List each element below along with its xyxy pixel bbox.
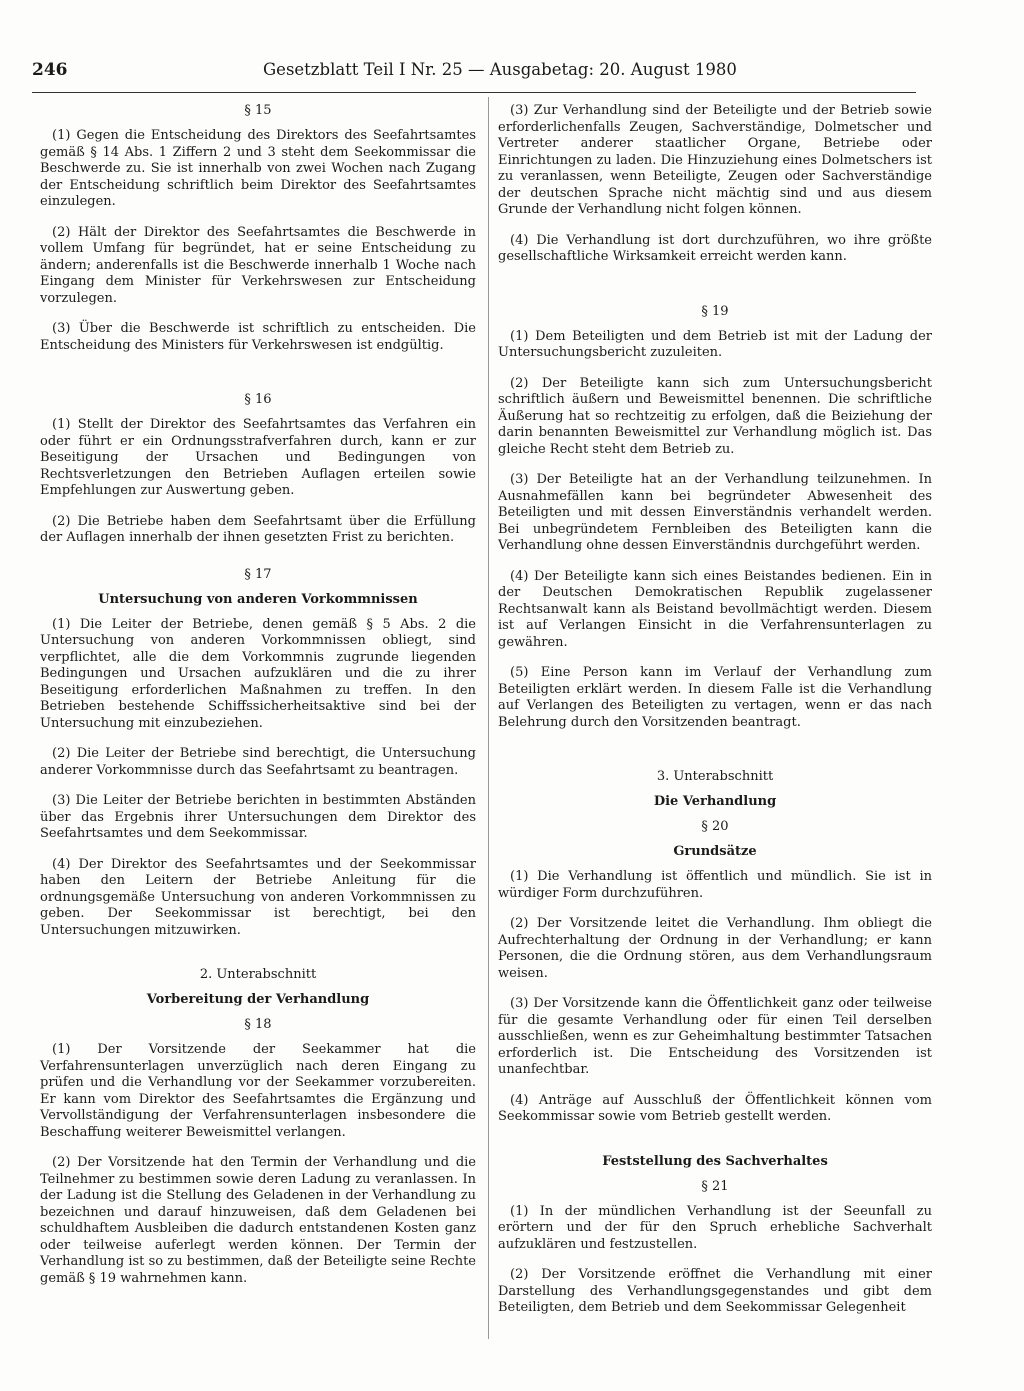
paragraph: (3) Der Beteiligte hat an der Verhandlung teilzunehmen. In Ausnahmefällen kann bei begründeter Abwesenheit des Beteiligten und mit dessen Einverständnis verhandelt werden. Bei unbegründetem Fernbleiben des Beteiligten kann die Verhandlung ohne dessen Einverständnis durchgeführt werden. [498, 472, 932, 553]
subsection-label: 3. Unterabschnitt [656, 769, 774, 784]
paragraph: (5) Eine Person kann im Verlauf der Verhandlung zum Beteiligten erklärt werden. In diesem Falle ist die Verhandlung auf Verlangen des Beteiligten zu vertagen, wenn er das nach Belehrung durch den Vorsitzenden beantragt. [498, 665, 932, 730]
subsection-label: 2. Unterabschnitt [199, 967, 317, 982]
paragraph: (4) Die Verhandlung ist dort durchzuführen, wo ihre größte gesellschaftliche Wirksamkeit erreicht werden kann. [498, 232, 932, 264]
paragraph: (2) Der Vorsitzende hat den Termin der Verhandlung und die Teilnehmer zu bestimmen sowie deren Ladung zu veranlassen. In der Ladung ist die Stellung des Geladenen in der Verhandlung zu bezeichnen und darauf hinzuweisen, daß dem Geladenen bei schuldhaftem Ausbleiben die dadurch entstandenen Kosten ganz oder teilweise auferlegt werden können. Der Termin der Verhandlung ist so zu bestimmen, daß der Beteiligte seine Rechte gemäß § 19 wahrnehmen kann. [40, 1155, 476, 1286]
paragraph: (1) Die Leiter der Betriebe, denen gemäß § 5 Abs. 2 die Untersuchung von anderen Vorkommnissen obliegt, sind verpflichtet, alle die dem Vorkommnis zugrunde liegenden Bedingungen und Ursachen aufzuklären und die zu ihrer Beseitigung erforderlichen Maßnahmen zu treffen. In den Betrieben bestehende Schiffssicherheitsaktive sind bei der Untersuchung mit einzubeziehen. [40, 616, 476, 731]
paragraph: (4) Anträge auf Ausschluß der Öffentlichkeit können vom Seekommissar sowie vom Betrieb gestellt werden. [498, 1092, 932, 1124]
paragraph: (1) Die Verhandlung ist öffentlich und mündlich. Sie ist in würdiger Form durchzuführen. [498, 869, 932, 901]
paragraph: (2) Die Betriebe haben dem Seefahrtsamt über die Erfüllung der Auflagen innerhalb der ihnen gesetzten Frist zu berichten. [40, 513, 476, 545]
paragraph: (3) Der Vorsitzende kann die Öffentlichkeit ganz oder teilweise für die gesamte Verhandlung oder für einen Teil derselben ausschließen, wenn es zur Geheimhaltung bestimmter Tatsachen erforderlich ist. Die Entscheidung des Vorsitzenden ist unanfechtbar. [498, 996, 932, 1077]
paragraph: (2) Die Leiter der Betriebe sind berechtigt, die Untersuchung anderer Vorkommnisse durch das Seefahrtsamt zu beantragen. [40, 746, 476, 778]
section-title: § 21 [701, 1178, 729, 1194]
paragraph: (1) Dem Beteiligten und dem Betrieb ist mit der Ladung der Untersuchungsbericht zuzuleiten. [498, 328, 932, 360]
section-title: § 16 [244, 392, 272, 407]
paragraph: (3) Die Leiter der Betriebe berichten in bestimmten Abständen über das Ergebnis ihrer Untersuchungen dem Direktor des Seefahrtsamtes und dem Seekommissar. [40, 793, 476, 841]
section-title: § 19 [701, 303, 729, 319]
paragraph: (1) In der mündlichen Verhandlung ist der Seeunfall zu erörtern und der für den Spruch erhebliche Sachverhalt aufzuklären und festzustellen. [498, 1203, 932, 1252]
column-divider [488, 97, 489, 1339]
section-title: § 17 [244, 566, 272, 582]
page-number: 246 [32, 60, 68, 80]
paragraph: (1) Der Vorsitzende der Seekammer hat die Verfahrensunterlagen unverzüglich nach deren Eingang zu prüfen und die Verhandlung vor der Seekammer vorzubereiten. Er kann vom Direktor des Seefahrtsamtes die Ergänzung und Vervollständigung der Verfahrensunterlagen insbesondere die Beschaffung weiterer Beweismittel verlangen. [40, 1042, 476, 1140]
section-title: § 15 [244, 103, 272, 118]
section-title: § 18 [244, 1017, 272, 1032]
paragraph: (2) Der Vorsitzende eröffnet die Verhandlung mit einer Darstellung des Verhandlungsgegenstandes und gibt dem Beteiligten, dem Betrieb und dem Seekommissar Gelegenheit [498, 1267, 932, 1315]
paragraph: (1) Stellt der Direktor des Seefahrtsamtes das Verfahren ein oder führt er ein Ordnungsstrafverfahren durch, kann er zur Beseitigung der Ursachen und Bedingungen von Rechtsverletzungen den Betrieben Auflagen erteilen sowie Empfehlungen zur Auswertung geben. [40, 417, 476, 498]
paragraph: (3) Zur Verhandlung sind der Beteiligte und der Betrieb sowie erforderlichenfalls Zeugen, Sachverständige, Dolmetscher und Vertreter anderer staatlicher Organe, Betriebe oder Einrichtungen zu laden. Die Hinzuziehung eines Dolmetschers ist zu veranlassen, wenn Beteiligte, Zeugen oder Sachverständige der deutschen Sprache nicht mächtig sind und aus diesem Grunde der Verhandlung nicht folgen können. [498, 103, 932, 217]
section-title: § 20 [701, 819, 729, 834]
section-heading: Grundsätze [673, 844, 757, 859]
paragraph: (4) Der Direktor des Seefahrtsamtes und der Seekommissar haben den Leitern der Betriebe Anleitung für die ordnungsgemäße Untersuchung von anderen Vorkommnissen zu geben. Der Seekommissar ist berechtigt, bei den Untersuchungen mitzuwirken. [40, 856, 476, 938]
subsection-heading: Vorbereitung der Verhandlung [146, 992, 370, 1007]
subsection-heading: Die Verhandlung [653, 794, 777, 809]
running-header: Gesetzblatt Teil I Nr. 25 — Ausgabetag: 20. August 1980 [263, 60, 737, 79]
section-heading: Untersuchung von anderen Vorkommnissen [98, 591, 418, 607]
section-heading: Feststellung des Sachverhaltes [602, 1153, 828, 1169]
paragraph: (4) Der Beteiligte kann sich eines Beistandes bedienen. Ein in der Deutschen Demokratischen Republik zugelassener Rechtsanwalt kann als Beistand bevollmächtigt werden. Diesem ist auf Verlangen Einsicht in die Verfahrensunterlagen zu gewähren. [498, 568, 932, 650]
paragraph: (2) Der Vorsitzende leitet die Verhandlung. Ihm obliegt die Aufrechterhaltung der Ordnung in der Verhandlung; er kann Personen, die die Ordnung stören, aus dem Verhandlungsraum weisen. [498, 916, 932, 981]
paragraph: (3) Über die Beschwerde ist schriftlich zu entscheiden. Die Entscheidung des Ministers für Verkehrswesen ist endgültig. [40, 321, 476, 353]
paragraph: (2) Der Beteiligte kann sich zum Untersuchungsbericht schriftlich äußern und Beweismittel benennen. Die schriftliche Äußerung hat so rechtzeitig zu erfolgen, daß die Beiziehung der darin benannten Beweismittel zur Verhandlung möglich ist. Das gleiche Recht steht dem Betrieb zu. [498, 375, 932, 457]
paragraph: (1) Gegen die Entscheidung des Direktors des Seefahrtsamtes gemäß § 14 Abs. 1 Ziffern 2 und 3 steht dem Seekommissar die Beschwerde zu. Sie ist innerhalb von zwei Wochen nach Zugang der Entscheidung schriftlich beim Direktor des Seefahrtsamtes einzulegen. [40, 128, 476, 209]
left-column [40, 103, 476, 1301]
header-rule [32, 92, 916, 93]
paragraph: (2) Hält der Direktor des Seefahrtsamtes die Beschwerde in vollem Umfang für begründet, hat er seine Entscheidung zu ändern; anderenfalls ist die Beschwerde innerhalb 1 Woche nach Eingang dem Minister für Verkehrswesen zur Entscheidung vorzulegen. [40, 224, 476, 306]
right-column [498, 103, 932, 1331]
